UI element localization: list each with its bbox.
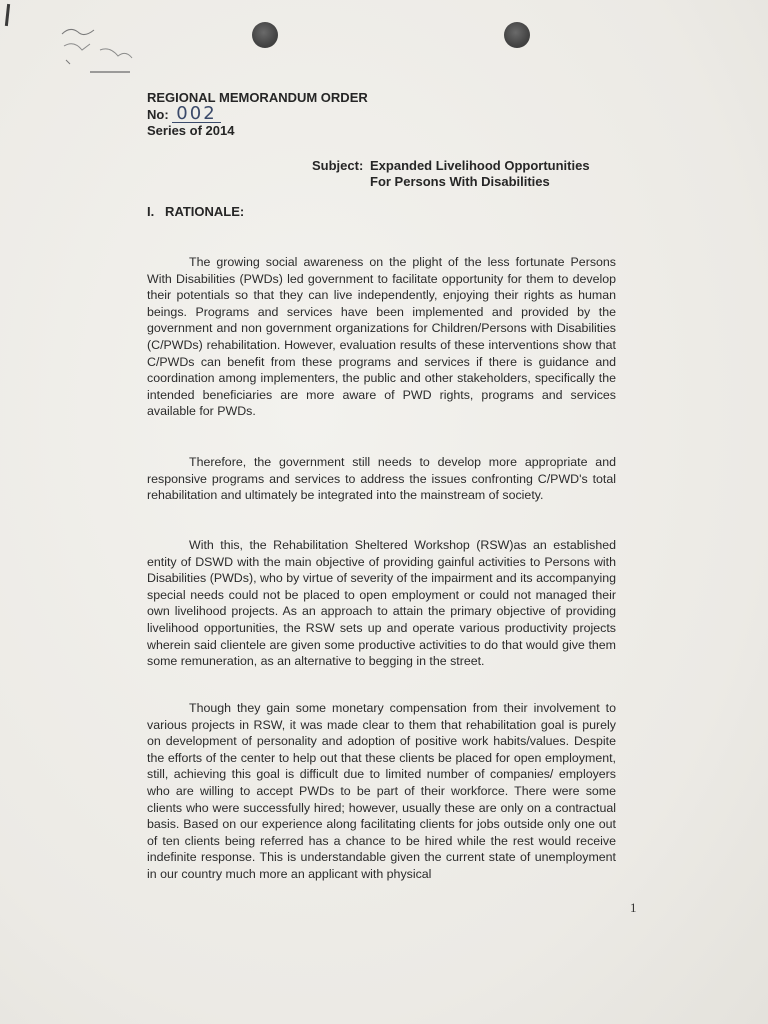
paragraph-3 — [147, 537, 616, 670]
paragraph-4 — [147, 700, 616, 883]
memo-title: REGIONAL MEMORANDUM ORDER — [147, 90, 368, 105]
edge-mark — [5, 4, 10, 26]
paragraph-4-text: Though they gain some monetary compensation from their involvement to various projects in RSW, it was made clear to them that rehabilitation goal is purely on development of personality and adoption of positive work habits/values. Despite the efforts of the center to help out that these clients be placed for open employment, still, achieving this goal is difficult due to limited number of companies/ employers who are willing to accept PWDs to be part of their workforce. There were some clients who were successfully hired; however, usually these are only on a contractual basis. Based on our experience along facilitating clients for jobs outside only one out of ten clients being referred has a chance to be hired while the rest would receive indefinite response. This is understandable given the current state of unemployment in our country much more an applicant with physical — [147, 701, 616, 881]
paragraph-2-text: Therefore, the government still needs to develop more appropriate and responsive programs and services to address the issues confronting C/PWD's total rehabilitation and ultimately be integrated into the mainstream of society. — [147, 455, 616, 503]
handwritten-scribble — [60, 20, 170, 80]
subject-line-2: For Persons With Disabilities — [370, 174, 550, 189]
subject-block — [312, 158, 590, 190]
subject-label: Subject: — [312, 158, 364, 173]
punch-hole-left — [252, 22, 278, 48]
section-heading-rationale: I. RATIONALE: — [147, 204, 245, 219]
memo-number-row — [147, 103, 368, 124]
paragraph-2 — [147, 454, 616, 504]
page-number: 1 — [630, 900, 637, 915]
paragraph-1-text: The growing social awareness on the plight of the less fortunate Persons With Disabilities (PWDs) led government to facilitate opportunity for them to develop their potentials so that they can live independently, enjoying their rights as human beings. Programs and services have been implemented and provided by the government and non government organizations for Children/Persons with Disabilities (C/PWDs) rehabilitation. However, evaluation results of these interventions show that C/PWDs can benefit from these programs and services if there is guidance and coordination among implementers, the public and other stakeholders, specifically the intended beneficiaries are more aware of PWD rights, programs and services available for PWDs. — [147, 255, 616, 419]
subject-line-1: Expanded Livelihood Opportunities — [370, 158, 590, 173]
memo-number-value: 002 — [172, 106, 220, 123]
memo-number-label: No: — [147, 107, 169, 122]
memo-header — [147, 90, 368, 139]
paragraph-3-text: With this, the Rehabilitation Sheltered Workshop (RSW)as an established entity of DSWD with the main objective of providing gainful activities to Persons with Disabilities (PWDs), who by virtue of severity of the impairment and its accompanying special needs could not be placed to open employment or could not managed their own livelihood projects. As an approach to attain the primary objective of providing livelihood opportunities, the RSW sets up and operate various productivity projects wherein said clientele are given some productive activities to do that would give them some remuneration, as an alternative to begging in the street. — [147, 538, 616, 669]
punch-hole-right — [504, 22, 530, 48]
paragraph-1 — [147, 254, 616, 420]
memo-series: Series of 2014 — [147, 123, 235, 138]
